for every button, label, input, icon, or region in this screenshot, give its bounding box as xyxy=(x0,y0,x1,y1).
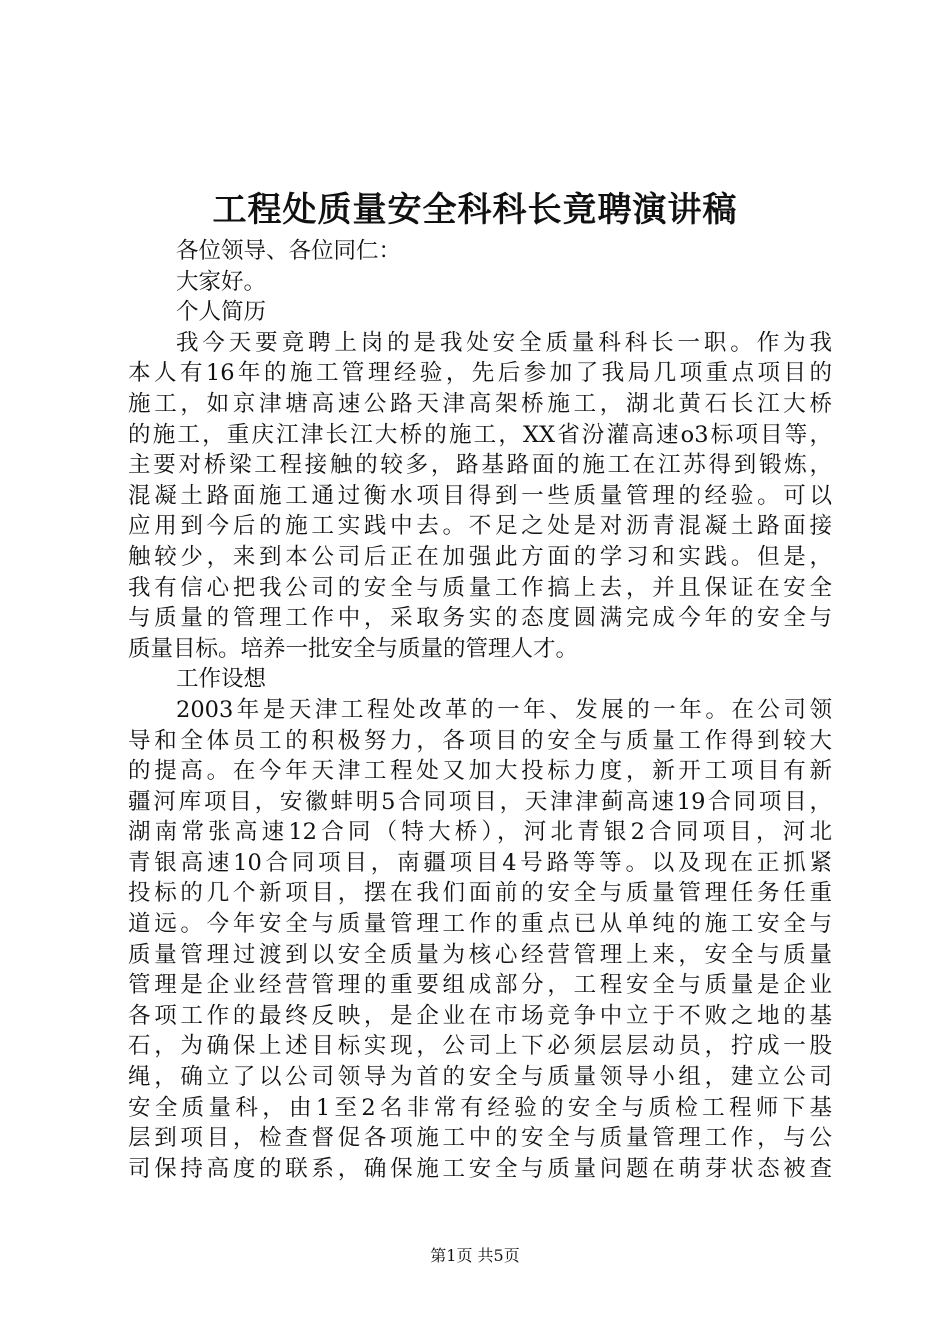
paragraph-line: 司保持高度的联系，确保施工安全与质量问题在萌芽状态被查 xyxy=(128,1155,832,1182)
paragraph-line: 的提高。在今年天津工程处又加大投标力度，新开工项目有新 xyxy=(128,758,832,785)
paragraph-line: 的施工，重庆江津长江大桥的施工，XX省汾灌高速o3标项目等， xyxy=(128,421,832,448)
paragraph-line: 管理是企业经营管理的重要组成部分，工程安全与质量是企业 xyxy=(128,972,832,999)
paragraph-line: 混凝土路面施工通过衡水项目得到一些质量管理的经验。可以 xyxy=(128,482,832,509)
paragraph-line: 青银高速10合同项目，南疆项目4号路等等。以及现在正抓紧 xyxy=(128,849,832,876)
paragraph-line: 道远。今年安全与质量管理工作的重点已从单纯的施工安全与 xyxy=(128,911,832,938)
paragraph-line: 施工，如京津塘高速公路天津高架桥施工，湖北黄石长江大桥 xyxy=(128,390,832,417)
paragraph-line: 层到项目，检查督促各项施工中的安全与质量管理工作，与公 xyxy=(128,1125,832,1152)
paragraph-line: 绳，确立了以公司领导为首的安全与质量领导小组，建立公司 xyxy=(128,1064,832,1091)
paragraph-line: 我今天要竟聘上岗的是我处安全质量科科长一职。作为我 xyxy=(176,329,832,356)
section-heading-resume: 个人简历 xyxy=(176,299,267,326)
paragraph-line: 我有信心把我公司的安全与质量工作搞上去，并且保证在安全 xyxy=(128,574,832,601)
paragraph-line: 导和全体员工的积极努力，各项目的安全与质量工作得到较大 xyxy=(128,727,832,754)
salutation: 各位领导、各位同仁： xyxy=(176,238,402,264)
paragraph-line: 石，为确保上述目标实现，公司上下必须层层动员，拧成一股 xyxy=(128,1033,832,1060)
paragraph-line: 应用到今后的施工实践中去。不足之处是对沥青混凝土路面接 xyxy=(128,513,832,540)
page-number-footer: 第1页 共5页 xyxy=(430,1246,520,1265)
paragraph-line: 本人有16年的施工管理经验，先后参加了我局几项重点项目的 xyxy=(128,360,832,387)
paragraph-line: 质量管理过渡到以安全质量为核心经营管理上来，安全与质量 xyxy=(128,941,832,968)
paragraph-line: 投标的几个新项目，摆在我们面前的安全与质量管理任务任重 xyxy=(128,880,832,907)
paragraph-line: 触较少，来到本公司后正在加强此方面的学习和实践。但是， xyxy=(128,543,832,570)
paragraph-line: 2003年是天津工程处改革的一年、发展的一年。在公司领 xyxy=(176,696,832,723)
greeting: 大家好。 xyxy=(176,268,267,295)
section-heading-plan: 工作设想 xyxy=(176,666,267,693)
paragraph-line: 主要对桥梁工程接触的较多，路基路面的施工在江苏得到锻炼， xyxy=(128,452,832,479)
document-title: 工程处质量安全科科长竟聘演讲稿 xyxy=(212,190,738,230)
document-body xyxy=(128,236,832,1184)
paragraph-line: 湖南常张高速12合同（特大桥），河北青银2合同项目，河北 xyxy=(128,819,832,846)
paragraph-line: 质量目标。培养一批安全与质量的管理人才。 xyxy=(128,635,579,662)
paragraph-line: 各项工作的最终反映，是企业在市场竞争中立于不败之地的基 xyxy=(128,1002,832,1029)
paragraph-line: 安全质量科，由1至2名非常有经验的安全与质检工程师下基 xyxy=(128,1094,832,1121)
paragraph-line: 疆河库项目，安徽蚌明5合同项目，天津津蓟高速19合同项目， xyxy=(128,788,832,815)
paragraph-line: 与质量的管理工作中，采取务实的态度圆满完成今年的安全与 xyxy=(128,605,832,632)
